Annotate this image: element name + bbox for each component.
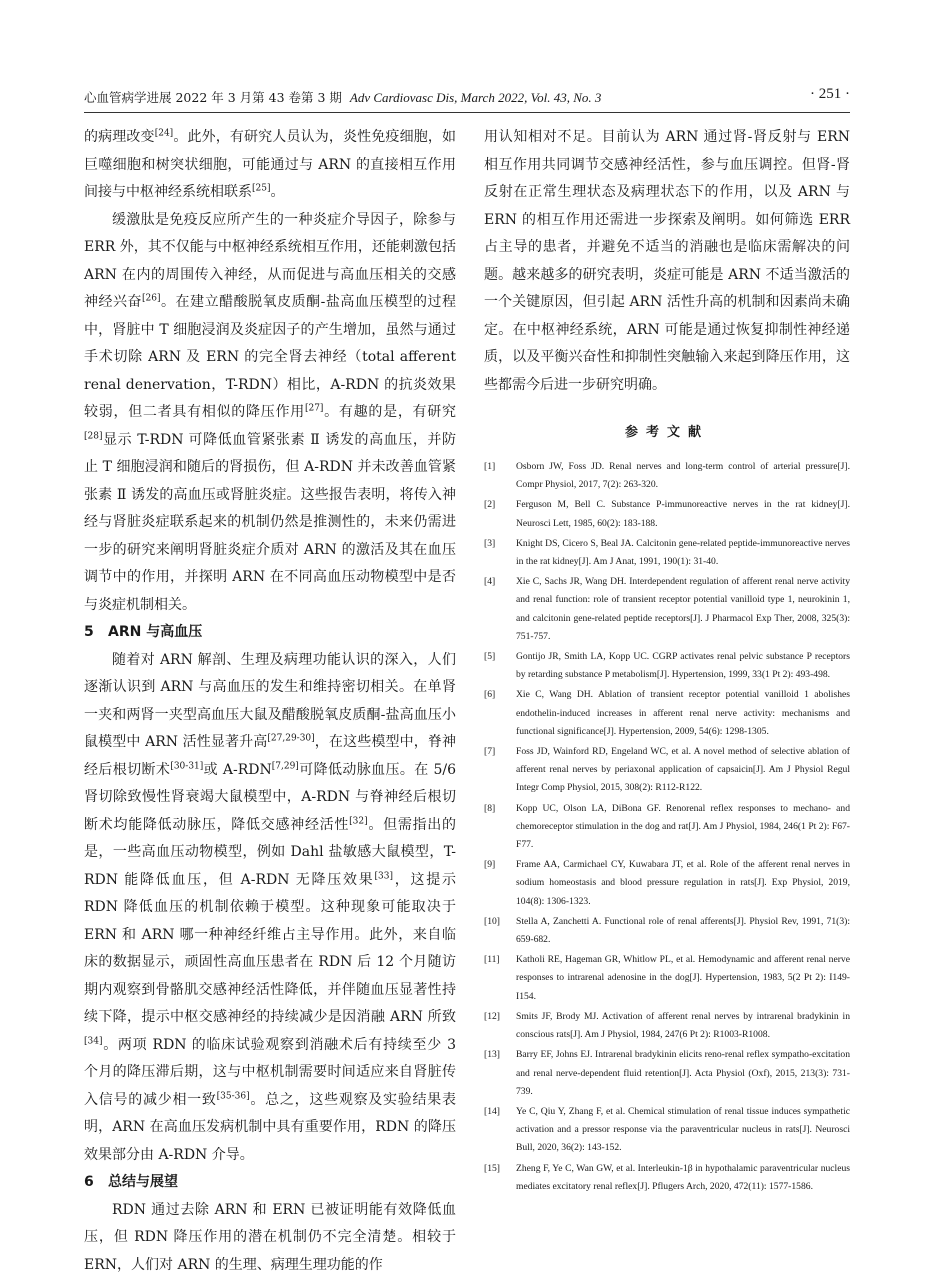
reference-item xyxy=(484,1103,850,1158)
reference-number: [9] xyxy=(484,859,496,871)
reference-number: [4] xyxy=(484,576,496,588)
reference-item xyxy=(484,856,850,911)
reference-item xyxy=(484,535,850,571)
citation: [34] xyxy=(84,1035,103,1046)
reference-text: Kopp UC, Olson LA, DiBona GF. Renorenal reflex responses to mechano- and chemoreceptor stimulation in the dog and rat[J]. Am J Physiol, 1984, 246(1 Pt 2): F67-F77. xyxy=(516,802,850,851)
reference-text: Osborn JW, Foss JD. Renal nerves and long-term control of arterial pressure[J]. Compr Physiol, 2017, 7(2): 263-320. xyxy=(516,461,850,491)
section-heading-5: 5 ARN 与高血压 xyxy=(84,624,203,640)
reference-item xyxy=(484,1160,850,1196)
paragraph: 用认知相对不足。目前认为 ARN 通过肾-肾反射与 ERN 相互作用共同调节交感神经活性，参与血压调控。但肾-肾反射在正常生理状态及病理状态下的作用，以及 ARN 与 ERN 的相互作用还需进一步探索及阐明。如何筛选 ERR 占主导的患者，并避免不适当的消融也是临床需解决的问题。越来越多的研究表明，炎症可能是 ARN 不适当激活的一个关键原因，但引起 ARN 活性升高的机制和因素尚未确定。在中枢神经系统，ARN 可能是通过恢复抑制性神经递质，以及平衡兴奋性和抑制性突触输入来起到降压作用，这些都需今后进一步研究明确。 xyxy=(484,129,850,393)
reference-number: [10] xyxy=(484,915,500,927)
reference-item xyxy=(484,458,850,494)
reference-number: [2] xyxy=(484,499,496,511)
reference-number: [7] xyxy=(484,746,496,758)
reference-text: Knight DS, Cicero S, Beal JA. Calcitonin gene-related peptide-immunoreactive nerves in the rat kidney[J]. Am J Anat, 1991, 190(1): 31-40. xyxy=(516,537,850,568)
reference-list xyxy=(484,458,850,1196)
reference-text: Xie C, Sachs JR, Wang DH. Interdependent regulation of afferent renal nerve activity and renal function: role of transient receptor potential vanilloid type 1, neurokinin 1, and calcitonin gene-related peptide receptors[J]. J Pharmacol Exp Ther, 2008, 325(3): 751-757. xyxy=(516,576,850,642)
reference-text: Zheng F, Ye C, Wan GW, et al. Interleukin-1β in hypothalamic paraventricular nucleus mediates excitatory renal reflex[J]. Pflugers Arch, 2020, 472(11): 1577-1586. xyxy=(516,1162,850,1192)
reference-item xyxy=(484,648,850,684)
citation: [30-31] xyxy=(170,760,204,771)
section-heading-6: 6 总结与展望 xyxy=(84,1174,178,1190)
reference-number: [6] xyxy=(484,689,496,701)
citation: [7,29] xyxy=(271,760,299,771)
reference-number: [5] xyxy=(484,651,496,663)
reference-number: [11] xyxy=(484,954,500,966)
reference-item xyxy=(484,686,850,741)
running-header xyxy=(84,86,850,113)
paragraph: 缓激肽是免疫反应所产生的一种炎症介导因子，除参与 ERR 外，其不仅能与中枢神经系统相互作用，还能刺激包括 ARN 在内的周围传入神经，从而促进与高血压相关的交感神经兴奋[26]。在建立醋酸脱氧皮质酮-盐高血压模型的过程中，肾脏中 T 细胞浸润及炎症因子的产生增加，虽然与通过手术切除 ARN 及 ERN 的完全肾去神经（total afferent renal denervation，T-RDN）相比，A-RDN 的抗炎效果较弱，但二者具有相似的降压作用[27]。有趣的是，有研究[28]显示 T-RDN 可降低血管紧张素 Ⅱ 诱发的高血压，并防止 T 细胞浸润和随后的肾损伤，但 A-RDN 并未改善血管紧张素 Ⅱ 诱发的高血压或肾脏炎症。这些报告表明，将传入神经与肾脏炎症联系起来的机制仍然是推测性的，未来仍需进一步的研究来阐明肾脏炎症介质对 ARN 的激活及其在血压调节中的作用，并探明 ARN 在不同高血压动物模型中是否与炎症机制相关。 xyxy=(84,211,457,613)
reference-item xyxy=(484,743,850,798)
reference-text: Ye C, Qiu Y, Zhang F, et al. Chemical stimulation of renal tissue induces sympathetic activation and a pressor response via the paraventricular nucleus in rats[J]. Neurosci Bull, 2020, 36(2): 143-152. xyxy=(516,1105,850,1154)
reference-number: [15] xyxy=(484,1162,500,1174)
reference-number: [8] xyxy=(484,802,496,814)
reference-item xyxy=(484,1008,850,1044)
reference-item xyxy=(484,800,850,855)
reference-item xyxy=(484,496,850,532)
reference-item xyxy=(484,913,850,949)
citation: [24] xyxy=(154,128,174,139)
reference-number: [1] xyxy=(484,461,496,472)
citation: [32] xyxy=(349,815,368,826)
reference-text: Katholi RE, Hageman GR, Whitlow PL, et al. Hemodynamic and afferent renal nerve responses to intrarenal adenosine in the dog[J]. Hypertension, 1983, 5(2 Pt 2): I149-I154. xyxy=(516,954,850,1002)
journal-en: Adv Cardiovasc Dis, March 2022, Vol. 43, No. 3 xyxy=(349,90,602,105)
right-column xyxy=(484,124,850,1198)
citation: [26] xyxy=(142,293,161,304)
left-column xyxy=(84,124,456,1279)
reference-text: Barry EF, Johns EJ. Intrarenal bradykinin elicits reno-renal reflex sympatho-excitation and renal nerve-dependent fluid retention[J]. Acta Physiol (Oxf), 2015, 213(3): 731-739. xyxy=(516,1049,850,1097)
reference-text: Frame AA, Carmichael CY, Kuwabara JT, et al. Role of the afferent renal nerves in sodium homeostasis and blood pressure regulation in rats[J]. Exp Physiol, 2019, 104(8): 1306-1323. xyxy=(516,859,850,907)
citation: [27,29-30] xyxy=(267,733,315,744)
journal-info xyxy=(84,88,601,106)
reference-item xyxy=(484,951,850,1006)
reference-item xyxy=(484,1046,850,1101)
journal-cn: 心血管病学进展 2022 年 3 月第 43 卷第 3 期 xyxy=(84,90,342,105)
paragraph: 随着对 ARN 解剖、生理及病理功能认识的深入，人们逐渐认识到 ARN 与高血压的发生和维持密切相关。在单肾一夹和两肾一夹型高血压大鼠及醋酸脱氧皮质酮-盐高血压小鼠模型中 ARN 活性显著升高[27,29-30]，在这些模型中，脊神经后根切断术[30-31]或 A-RDN[7,29]可降低动脉血压。在 5/6 肾切除致慢性肾衰竭大鼠模型中，A-RDN 与脊神经后根切断术均能降低动脉压，降低交感神经活性[32]。但需指出的是，一些高血压动物模型，例如 Dahl 盐敏感大鼠模型，T-RDN 能降低血压，但 A-RDN 无降压效果[33]，这提示 RDN 降低血压的机制依赖于模型。这种现象可能取决于 ERN 和 ARN 哪一种神经纤维占主导作用。此外，来自临床的数据显示，顽固性高血压患者在 RDN 后 12 个月随访期内观察到骨骼肌交感神经活性降低，并伴随血压显著性持续下降，提示中枢交感神经的持续减少是因消融 ARN 所致[34]。两项 RDN 的临床试验观察到消融术后有持续至少 3 个月的降压滞后期，这与中枢机制需要时间适应来自肾脏传入信号的减少相一致[35-36]。总之，这些观察及实验结果表明，ARN 在高血压发病机制中具有重要作用，RDN 的降压效果部分由 A-RDN 介导。 xyxy=(84,651,457,1163)
reference-text: Ferguson M, Bell C. Substance P-immunoreactive nerves in the rat kidney[J]. Neurosci Lett, 1985, 60(2): 183-188. xyxy=(516,499,850,529)
reference-item xyxy=(484,573,850,646)
paragraph: RDN 通过去除 ARN 和 ERN 已被证明能有效降低血压，但 RDN 降压作用的潜在机制仍不完全清楚。相较于 ERN，人们对 ARN 的生理、病理生理功能的作 xyxy=(84,1201,456,1273)
page-number: · 251 · xyxy=(810,86,850,102)
paragraph: 的病理改变[24]。此外，有研究人员认为，炎性免疫细胞，如巨噬细胞和树突状细胞，可能通过与 ARN 的直接相互作用间接与中枢神经系统相联系[25]。 xyxy=(84,128,456,200)
reference-text: Gontijo JR, Smith LA, Kopp UC. CGRP activates renal pelvic substance P receptors by retarding substance P metabolism[J]. Hypertension, 1999, 33(1 Pt 2): 493-498. xyxy=(516,651,850,681)
citation: [33] xyxy=(374,870,393,881)
reference-text: Xie C, Wang DH. Ablation of transient receptor potential vanilloid 1 abolishes endothelin-induced increases in afferent renal nerve activity: mechanisms and functional significance[J]. Hypertension, 2009, 54(6): 1298-1305. xyxy=(516,689,850,737)
reference-text: Stella A, Zanchetti A. Functional role of renal afferents[J]. Physiol Rev, 1991, 71(3): 659-682. xyxy=(516,915,850,946)
references-title: 参考文献 xyxy=(624,425,709,440)
reference-number: [13] xyxy=(484,1049,500,1061)
reference-number: [3] xyxy=(484,537,496,549)
citation: [28] xyxy=(84,430,103,441)
reference-text: Foss JD, Wainford RD, Engeland WC, et al. A novel method of selective ablation of afferent renal nerves by periaxonal application of capsaicin[J]. Am J Physiol Regul Integr Comp Physiol, 2015, 308(2): R112-R122. xyxy=(516,746,850,794)
reference-number: [12] xyxy=(484,1010,500,1022)
reference-number: [14] xyxy=(484,1105,500,1117)
citation: [35-36] xyxy=(216,1090,250,1101)
reference-text: Smits JF, Brody MJ. Activation of afferent renal nerves by intrarenal bradykinin in conscious rats[J]. Am J Physiol, 1984, 247(6 Pt 2): R1003-R1008. xyxy=(516,1010,850,1041)
citation: [25] xyxy=(252,183,271,194)
citation: [27] xyxy=(304,403,324,414)
